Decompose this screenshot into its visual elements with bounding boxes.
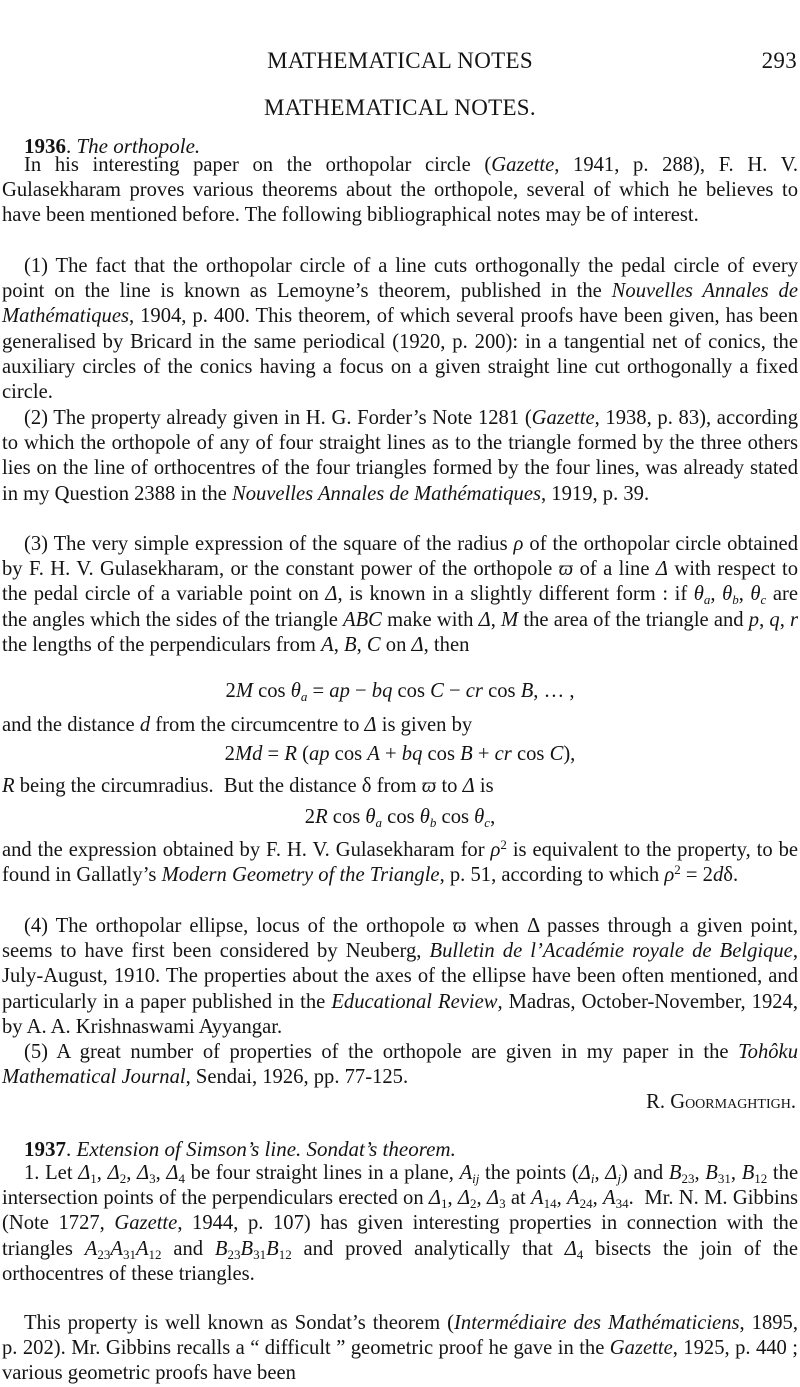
note-1936-intro: In his interesting paper on the orthopolar circle (Gazette, 1941, p. 288), F. H. V. Gulasekharam proves various theorems about the orthopole, several of which he believes to have been mentioned before. The following bibliographical notes may be of interest. bbox=[2, 154, 799, 227]
author-signature: R. Goormaghtigh. bbox=[646, 1091, 796, 1113]
running-header bbox=[0, 48, 800, 84]
note-title: The orthopole. bbox=[76, 134, 201, 158]
note-1936-item-2: (2) The property already given in H. G. Forder’s Note 1281 (Gazette, 1938, p. 83), according to which the orthopole of any of four straight lines as to the triangle formed by the three others lies on the line of orthocentres of the four triangles formed by the four lines, was already stated in my Question 2388 in the Nouvelles Annales de Mathématiques, 1919, p. 39. bbox=[2, 407, 798, 505]
note-number: 1937 bbox=[24, 1137, 66, 1161]
section-title: MATHEMATICAL NOTES. bbox=[264, 95, 536, 120]
page-number: 293 bbox=[761, 48, 797, 73]
note-1936-heading: 1936. The orthopole. bbox=[24, 134, 201, 158]
equation-1: 2M $\cos \theta_a$ = ap − bq cos C − cr cos B, … , bbox=[225, 680, 575, 704]
note-1936-item-3-distance: and the distance d from the circumcentre to Δ is given by bbox=[2, 714, 473, 736]
note-1936-item-5: (5) A great number of properties of the orthopole are given in my paper in the Tohôku Mathematical Journal, Sendai, 1926, pp. 77-125. bbox=[2, 1041, 798, 1089]
note-1936-item-3-conclusion: and the expression obtained by F. H. V. Gulasekharam for $\rho^2$ is equivalent to the property, to be found in Gallatly’s Modern Geometry of the Triangle, p. 51, according to which $\rho^2 = 2d\delta$. bbox=[2, 837, 799, 887]
note-1936-item-1: (1) The fact that the orthopolar circle of a line cuts orthogonally the pedal circle of every point on the line is known as Lemoyne’s theorem, published in the Nouvelles Annales de Mathématiques, 1904, p. 400. This theorem, of which several proofs have been given, has been generalised by Bricard in the same periodical (1920, p. 200): in a tangential net of conics, the auxiliary circles of the conics having a focus on a given straight line cut orthogonally a fixed circle. bbox=[2, 255, 798, 404]
equation-2: 2Md = R (ap cos A + bq cos B + cr cos C), bbox=[224, 743, 576, 765]
note-1937-para-2: This property is well known as Sondat’s theorem (Intermédiaire des Mathématiciens, 1895, p. 202). Mr. Gibbins recalls a “ difficult ” geometric proof he gave in the Gazette, 1925, p. 440 ; various geometric proofs have been bbox=[2, 1312, 798, 1385]
note-title: Extension of Simson’s line. Sondat’s theorem. bbox=[76, 1137, 456, 1161]
note-1937-para-1: 1. Let $\Delta_1$, $\Delta_2$, $\Delta_3$, $\Delta_4$ be four straight lines in a plane, $A_{ij}$ the points ($\Delta_i$, $\Delta_j$) and $B_{23}$, $B_{31}$, $B_{12}$ the intersection points of the perpendiculars erected on $\Delta_1$, $\Delta_2$, $\Delta_3$ at $A_{14}$, $A_{24}$, $A_{34}$. Mr. N. M. Gibbins (Note 1727, Gazette, 1944, p. 107) has given interesting properties in connection with the triangles $A_{23}A_{31}A_{12}$ and $B_{23}B_{31}B_{12}$ and proved analytically that $\Delta_4$ bisects the join of the orthocentres of these triangles. bbox=[2, 1162, 799, 1285]
note-1936-item-4: (4) The orthopolar ellipse, locus of the orthopole ϖ when Δ passes through a given point, seems to have first been considered by Neuberg, Bulletin de l’Académie royale de Belgique, July-August, 1910. The properties about the axes of the ellipse have been often mentioned, and particularly in a paper published in the Educational Review, Madras, October-November, 1924, by A. A. Krishnaswami Ayyangar. bbox=[2, 915, 798, 1038]
note-number: 1936 bbox=[24, 134, 66, 158]
equation-3: 2R $\cos \theta_a$ $\cos \theta_b$ $\cos \theta_c$, bbox=[304, 806, 496, 830]
note-1937-heading: 1937. Extension of Simson’s line. Sondat’s theorem. bbox=[24, 1137, 456, 1161]
note-1936-item-3-circumradius: R being the circumradius. But the distance δ from ϖ to Δ is bbox=[2, 775, 494, 797]
running-title: MATHEMATICAL NOTES bbox=[267, 48, 533, 73]
note-1936-item-3: (3) The very simple expression of the square of the radius ρ of the orthopolar circle obtained by F. H. V. Gulasekharam, or the constant power of the orthopole ϖ of a line Δ with respect to the pedal circle of a variable point on Δ, is known in a slightly different form : if $\theta_a$, $\theta_b$, $\theta_c$ are the angles which the sides of the triangle ABC make with Δ, M the area of the triangle and p, q, r the lengths of the perpendiculars from A, B, C on Δ, then bbox=[2, 533, 799, 656]
